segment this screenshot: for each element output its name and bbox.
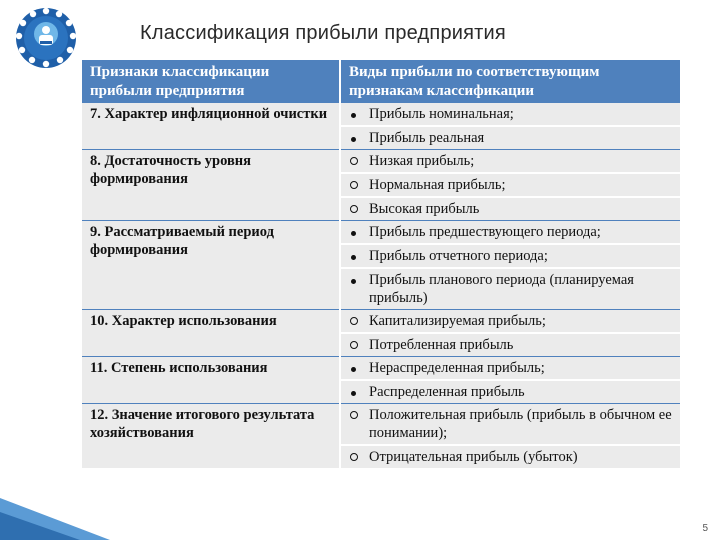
table-row <box>82 310 680 334</box>
classification-table <box>82 60 680 468</box>
profit-kind-label: Прибыль предшествующего периода; <box>369 224 601 240</box>
classification-sign: 7. Характер инфляционной очистки <box>82 103 340 150</box>
classification-sign: 8. Достаточность уровня формирования <box>82 150 340 221</box>
profit-kind-label: Отрицательная прибыль (убыток) <box>369 449 578 465</box>
table-row <box>82 357 680 381</box>
profit-kind-cell <box>340 173 680 197</box>
profit-kind-label: Высокая прибыль <box>369 201 480 217</box>
profit-kind-cell <box>340 310 680 334</box>
profit-kind-cell <box>340 333 680 357</box>
profit-kind-cell <box>340 197 680 221</box>
table-row <box>82 150 680 174</box>
circle-bullet-icon <box>347 176 369 194</box>
bullet-icon <box>347 129 369 147</box>
classification-sign: 12. Значение итогового результата хозяйствования <box>82 404 340 469</box>
corner-decoration <box>0 460 110 540</box>
profit-kind-cell <box>340 268 680 310</box>
table-row <box>82 221 680 245</box>
classification-sign: 11. Степень использования <box>82 357 340 404</box>
profit-kind-cell <box>340 244 680 268</box>
classification-sign: 10. Характер использования <box>82 310 340 357</box>
profit-kind-label: Прибыль реальная <box>369 130 485 146</box>
circle-bullet-icon <box>347 406 369 424</box>
profit-kind-label: Низкая прибыль; <box>369 153 475 169</box>
header-signs: Признаки классификации прибыли предприятия <box>82 60 340 103</box>
bullet-icon <box>347 271 369 289</box>
profit-kind-cell <box>340 221 680 245</box>
classification-sign: 9. Рассматриваемый период формирования <box>82 221 340 310</box>
profit-kind-cell <box>340 357 680 381</box>
profit-kind-label: Прибыль номинальная; <box>369 106 514 122</box>
profit-kind-label: Нераспределенная прибыль; <box>369 360 545 376</box>
profit-kind-cell <box>340 404 680 446</box>
circle-bullet-icon <box>347 200 369 218</box>
table-row <box>82 404 680 446</box>
header-kinds: Виды прибыли по соответствующим признакам классификации <box>340 60 680 103</box>
table-row <box>82 103 680 126</box>
profit-kind-cell <box>340 126 680 150</box>
bullet-icon <box>347 383 369 401</box>
profit-kind-label: Нормальная прибыль; <box>369 177 506 193</box>
circle-bullet-icon <box>347 152 369 170</box>
page-title: Классификация прибыли предприятия <box>140 22 506 44</box>
circle-bullet-icon <box>347 336 369 354</box>
profit-kind-label: Потребленная прибыль <box>369 337 514 353</box>
bullet-icon <box>347 247 369 265</box>
profit-kind-cell <box>340 380 680 404</box>
logo-icon <box>10 4 82 72</box>
page-number: 5 <box>702 523 708 534</box>
profit-kind-label: Прибыль отчетного периода; <box>369 248 548 264</box>
profit-kind-label: Прибыль планового периода (планируемая прибыль) <box>369 272 634 306</box>
bullet-icon <box>347 359 369 377</box>
profit-kind-label: Положительная прибыль (прибыль в обычном ее понимании); <box>369 407 672 441</box>
profit-kind-cell <box>340 103 680 126</box>
profit-kind-label: Распределенная прибыль <box>369 384 525 400</box>
circle-bullet-icon <box>347 448 369 466</box>
bullet-icon <box>347 223 369 241</box>
circle-bullet-icon <box>347 312 369 330</box>
profit-kind-cell <box>340 445 680 468</box>
bullet-icon <box>347 105 369 123</box>
profit-kind-cell <box>340 150 680 174</box>
profit-kind-label: Капитализируемая прибыль; <box>369 313 546 329</box>
